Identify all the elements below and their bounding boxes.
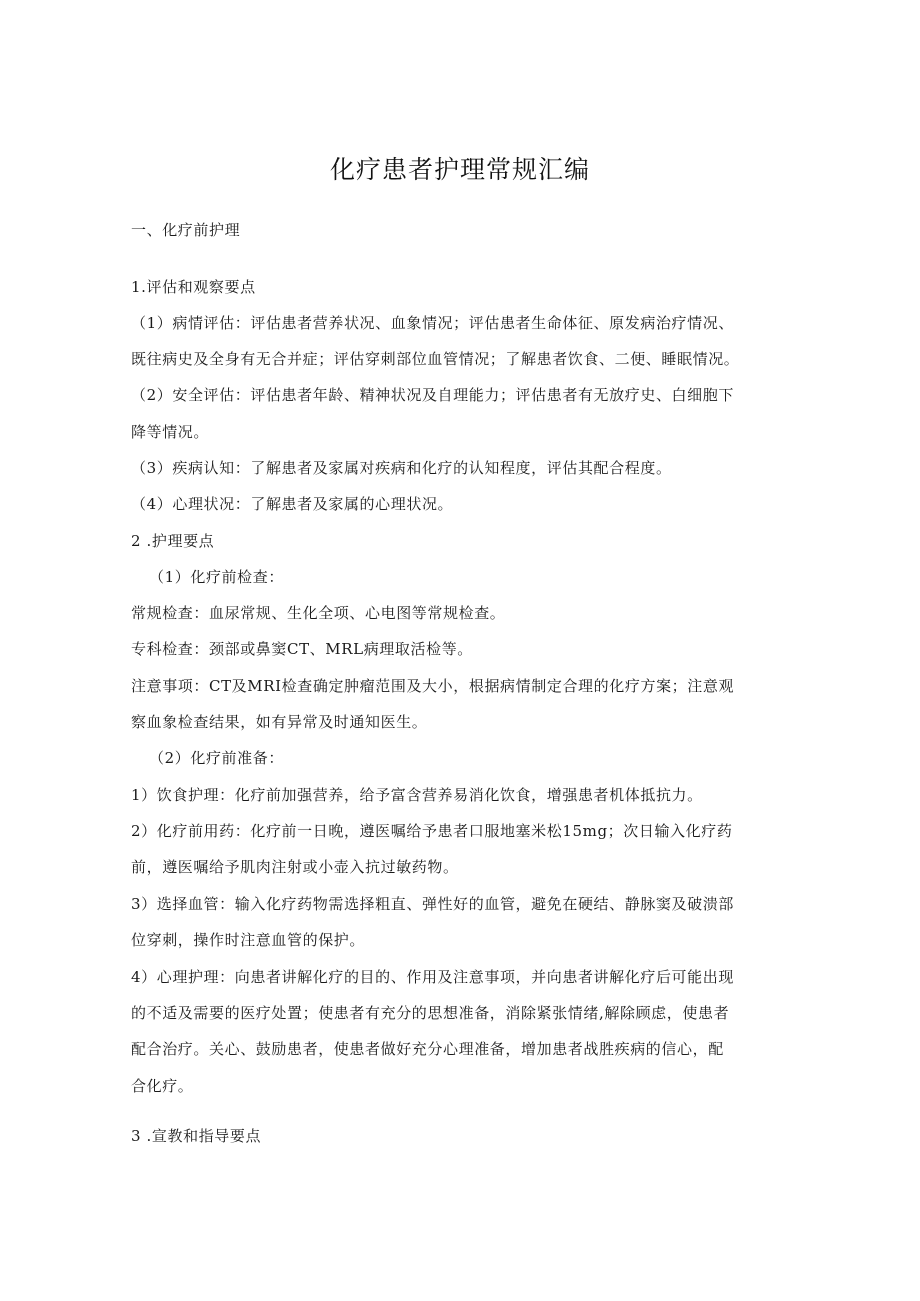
paragraph-line: 专科检查：颈部或鼻窦CT、MRL病理取活检等。	[131, 640, 473, 658]
paragraph-line: 常规检查：血尿常规、生化全项、心电图等常规检查。	[131, 604, 506, 622]
paragraph-line: 降等情况。	[131, 423, 210, 441]
subsection-heading: 3 .宣教和指导要点	[131, 1127, 262, 1145]
paragraph-line: 2）化疗前用药：化疗前一日晚，遵医嘱给予患者口服地塞米松15mg；次日输入化疗药	[131, 822, 733, 840]
paragraph-line: 注意事项：CT及MRI检查确定肿瘤范围及大小，根据病情制定合理的化疗方案；注意观	[131, 677, 735, 695]
paragraph-line: 4）心理护理：向患者讲解化疗的目的、作用及注意事项，并向患者讲解化疗后可能出现	[131, 968, 734, 986]
paragraph-line: （4）心理状况：了解患者及家属的心理状况。	[131, 495, 454, 513]
paragraph-line: 配合治疗。关心、鼓励患者，使患者做好充分心理准备，增加患者战胜疾病的信心，配	[131, 1040, 724, 1058]
paragraph-line: （2）安全评估：评估患者年龄、精神状况及自理能力；评估患者有无放疗史、白细胞下	[131, 386, 734, 404]
subsection-heading: 2 .护理要点	[131, 532, 215, 550]
paragraph-line: 位穿刺，操作时注意血管的保护。	[131, 931, 366, 949]
item-heading: （2）化疗前准备：	[149, 749, 284, 767]
paragraph-line: 察血象检查结果，如有异常及时通知医生。	[131, 713, 428, 731]
paragraph-line: （3）疾病认知：了解患者及家属对疾病和化疗的认知程度，评估其配合程度。	[131, 459, 672, 477]
section-heading: 一、化疗前护理	[131, 221, 241, 239]
paragraph-line: （1）病情评估：评估患者营养状况、血象情况；评估患者生命体征、原发病治疗情况、	[131, 314, 734, 332]
paragraph-line: 合化疗。	[131, 1077, 194, 1095]
paragraph-line: 3）选择血管：输入化疗药物需选择粗直、弹性好的血管，避免在硬结、静脉窦及破溃部	[131, 895, 734, 913]
paragraph-line: 1）饮食护理：化疗前加强营养，给予富含营养易消化饮食，增强患者机体抵抗力。	[131, 786, 703, 804]
paragraph-line: 的不适及需要的医疗处置；使患者有充分的思想准备，消除紧张情绪,解除顾虑，使患者	[131, 1004, 730, 1022]
subsection-heading: 1.评估和观察要点	[131, 278, 256, 296]
item-heading: （1）化疗前检查：	[149, 568, 284, 586]
paragraph-line: 前，遵医嘱给予肌肉注射或小壶入抗过敏药物。	[131, 858, 459, 876]
document-title: 化疗患者护理常规汇编	[329, 155, 590, 184]
paragraph-line: 既往病史及全身有无合并症；评估穿刺部位血管情况；了解患者饮食、二便、睡眠情况。	[131, 350, 740, 368]
